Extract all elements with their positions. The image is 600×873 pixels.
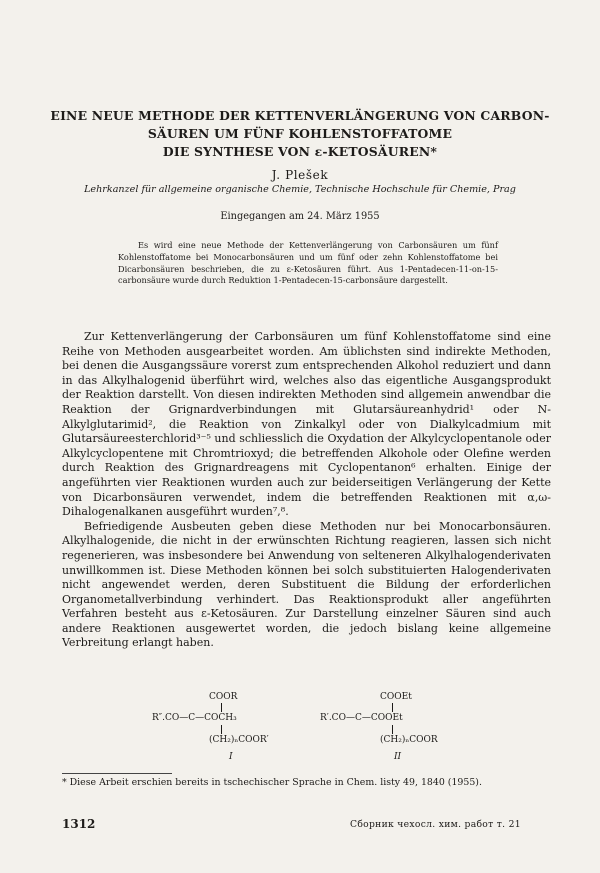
- chemical-formulas: [0, 692, 600, 772]
- footnote-rule: [62, 773, 172, 774]
- title-line-3: DIE SYNTHESE VON ε-KETOSÄUREN*: [162, 144, 438, 159]
- abstract: Es wird eine neue Methode der Kettenverlängerung von Carbonsäuren um fünf Kohlenstoffatome bei Monocarbonsäuren und um fünf oder zehn Kohlenstoffatome bei Dicarbonsäuren beschrieben, die zu ε-Ketosäuren führt. Aus 1-Pentadecen-11-on-15-carbonsäure wurde durch Reduktion 1-Pentadecen-15-carbonsäure dargestellt.: [118, 240, 498, 286]
- formula-1-bond-top: [221, 703, 222, 712]
- author-affiliation: Lehrkanzel für allgemeine organische Chemie, Technische Hochschule für Chemie, Prag: [84, 184, 516, 195]
- formula-2-bottom: (CH₂)ₙCOOR: [380, 735, 438, 745]
- title-line-2: SÄUREN UM FÜNF KOHLENSTOFFATOME: [147, 126, 453, 141]
- formula-2-bond-top: [392, 703, 393, 712]
- formula-1-label: I: [229, 752, 233, 762]
- article-title: [40, 107, 560, 161]
- received-date: Eingegangen am 24. März 1955: [220, 211, 380, 222]
- formula-1-bond-bottom: [221, 725, 222, 734]
- formula-2-label: II: [394, 752, 402, 762]
- formula-1-main: R″.CO—C—COCH₃: [152, 713, 237, 723]
- formula-2-main: R′.CO—C—COOEt: [320, 713, 403, 723]
- formula-2-bond-bottom: [392, 725, 393, 734]
- author-name: J. Plešek: [271, 168, 329, 182]
- formula-1-top: COOR: [209, 692, 238, 702]
- footnote: * Diese Arbeit erschien bereits in tschechischer Sprache in Chem. listy 49, 1840 (1955).: [62, 777, 482, 788]
- body-text: [62, 330, 551, 651]
- title-line-1: EINE NEUE METHODE DER KETTENVERLÄNGERUNG VON CARBON-: [50, 108, 550, 123]
- paragraph-2: Befriedigende Ausbeuten geben diese Methoden nur bei Monocarbonsäuren. Alkylhalogenide, die nicht in der erwünschten Richtung reagieren, lassen sich nicht regenerieren, was insbesondere bei Anwendung von selteneren Alkylhalogenderivaten unwillkommen ist. Diese Methoden können bei solch substituierten Halogenderivaten nicht angewendet werden, deren Substituent die Bildung der erforderlichen Organometallverbindung verhindert. Das Reaktionsprodukt aller angeführten Verfahren besteht aus ε-Ketosäuren. Zur Darstellung einzelner Säuren sind auch andere Reaktionen ausgewertet worden, die jedoch bislang keine allgemeine Verbreitung erlangt haben.: [62, 519, 551, 650]
- paragraph-1: Zur Kettenverlängerung der Carbonsäuren um fünf Kohlenstoffatome sind eine Reihe von Methoden ausgearbeitet worden. Am üblichsten sind indirekte Methoden, bei denen die Ausgangssäure vorerst zum entsprechenden Alkohol reduziert und dann in das Alkylhalogenid überführt wird, welches also das eigentliche Ausgangsprodukt der Reaktion darstellt. Von diesen indirekten Methoden sind allgemein anwendbar die Reaktion der Grignardverbindungen mit Glutarsäureanhydrid¹ oder N-Alkylglutarimid², die Reaktion von Zinkalkyl oder von Dialkylcadmium mit Glutarsäureesterchlorid³⁻⁵ und schliesslich die Oxydation der Alkylcyclopentanole oder Alkylcyclopentene mit Chromtrioxyd; die betreffenden Alkohole oder Olefine werden durch Reaktion des Grignardreagens mit Cyclopentanon⁶ erhalten. Einige der angeführten vier Reaktionen wurden auch zur beiderseitigen Verlängerung der Kette von Dicarbonsäuren verwendet, indem die betreffenden Reaktionen mit α,ω-Dihalogenalkanen ausgeführt wurden⁷,⁸.: [62, 330, 551, 519]
- formula-1-bottom: (CH₂)ₙCOOR′: [209, 735, 269, 745]
- journal-reference: Сборник чехосл. хим. работ т. 21: [350, 819, 521, 830]
- page-number: 1312: [62, 817, 96, 831]
- formula-2-top: COOEt: [380, 692, 412, 702]
